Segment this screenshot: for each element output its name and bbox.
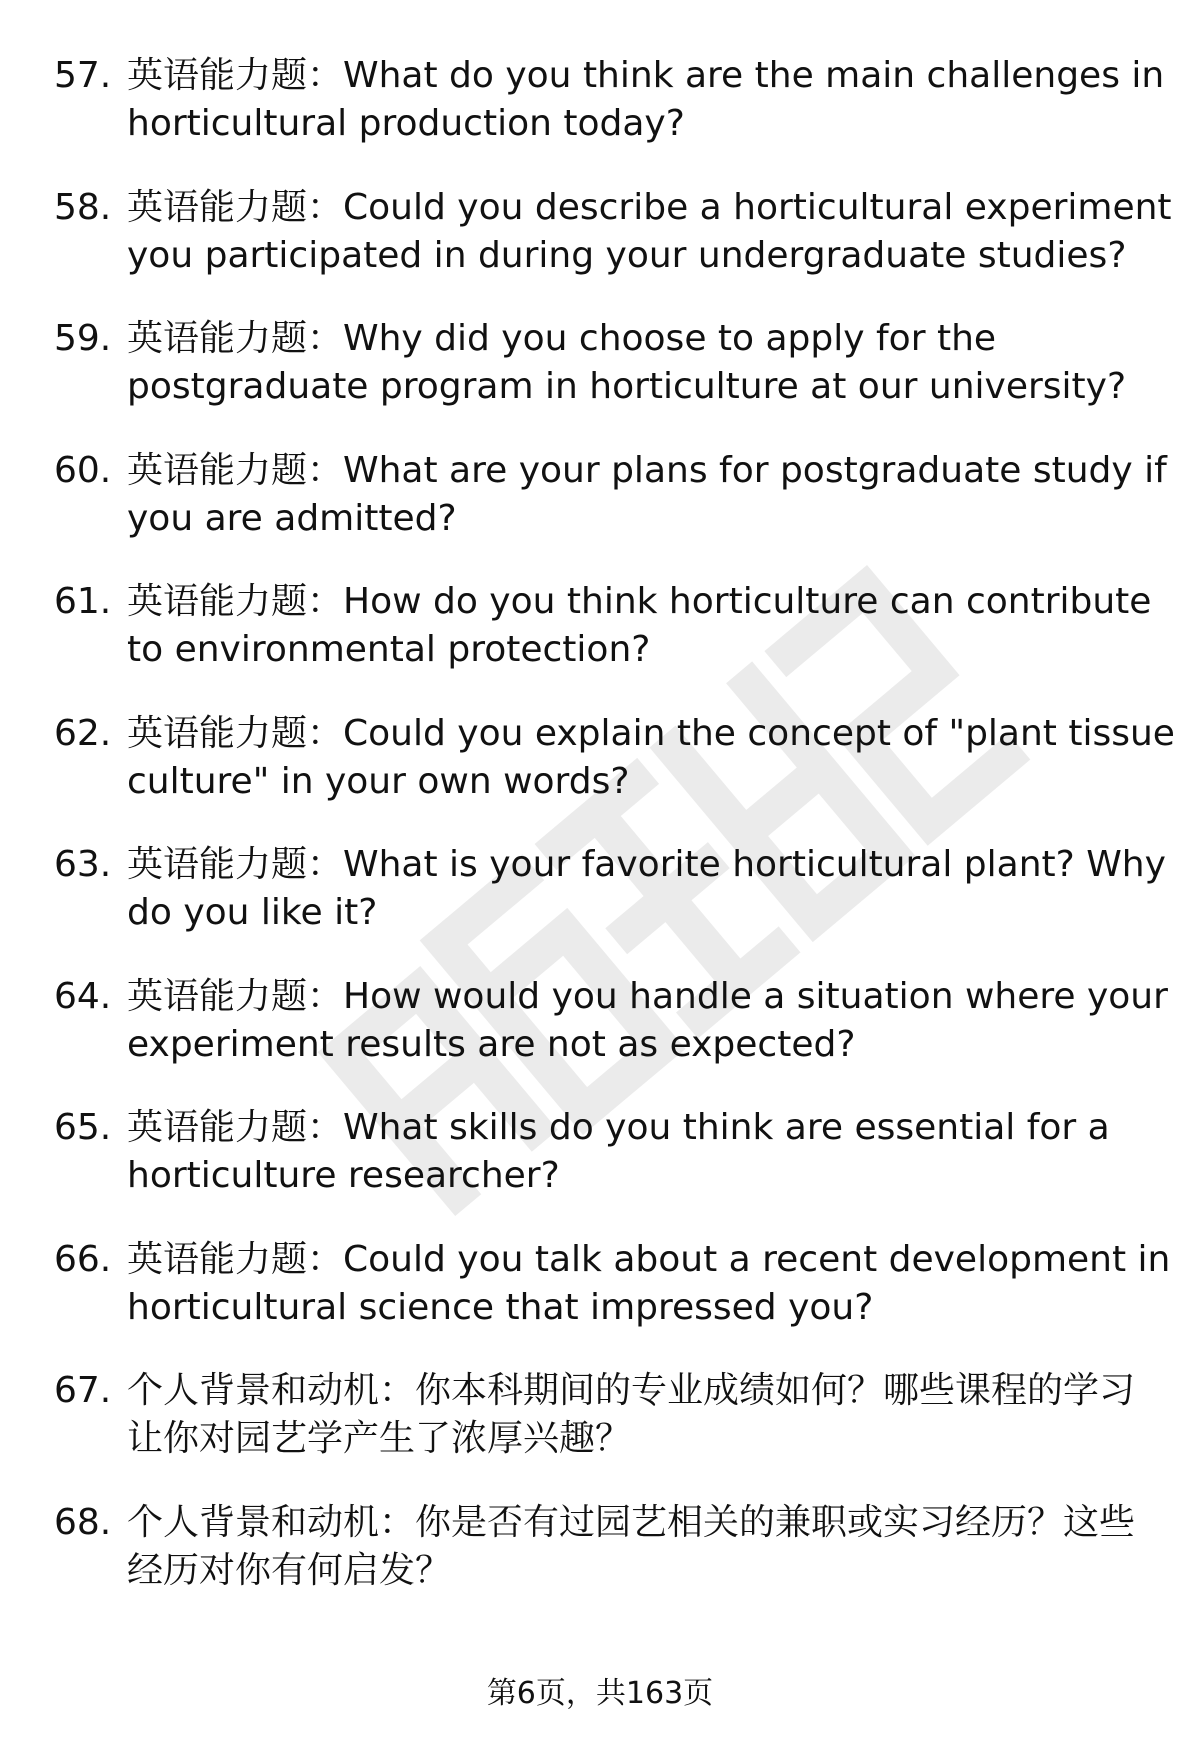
question-number: 57.	[54, 55, 112, 96]
question-text-line: to environmental protection?	[127, 629, 651, 670]
question-text-line: culture" in your own words?	[127, 760, 630, 802]
question-number: 59.	[54, 318, 112, 359]
question-item	[0, 184, 1200, 316]
question-text-line: you are admitted?	[127, 497, 457, 539]
question-number: 58.	[54, 186, 112, 228]
question-number: 60.	[54, 449, 112, 491]
question-text-line: 英语能力题：How would you handle a situation where your	[127, 975, 1168, 1017]
question-text-line: do you like it?	[127, 892, 378, 933]
question-text	[127, 841, 1166, 937]
question-text	[127, 52, 1165, 148]
question-text	[127, 1104, 1147, 1200]
question-item	[0, 52, 1200, 184]
question-number: 65.	[54, 1107, 112, 1148]
question-text-line: 英语能力题：What is your favorite horticultural plant? Why	[127, 844, 1166, 885]
question-text-line: horticultural science that impressed you?	[127, 1286, 874, 1328]
question-number: 66.	[54, 1238, 112, 1280]
question-item	[0, 710, 1200, 842]
question-text-line: 英语能力题：What are your plans for postgraduate study if	[127, 449, 1167, 491]
question-text-line: 经历对你有何启发？	[127, 1549, 452, 1591]
question-item	[0, 973, 1200, 1105]
question-text	[127, 184, 1172, 280]
question-text	[127, 1367, 1147, 1463]
question-text-line: 英语能力题：Why did you choose to apply for the	[127, 318, 997, 359]
question-text-line: 英语能力题：Could you explain the concept of "plant tissue	[127, 712, 1175, 754]
question-number: 64.	[54, 975, 112, 1017]
question-number: 68.	[54, 1501, 112, 1543]
question-item	[0, 578, 1200, 710]
question-list	[0, 52, 1200, 1630]
question-number: 62.	[54, 712, 112, 754]
question-text	[127, 578, 1152, 674]
question-text	[127, 1499, 1147, 1595]
question-item	[0, 1367, 1200, 1499]
question-number: 61.	[54, 581, 112, 622]
question-text-line: 英语能力题：How do you think horticulture can contribute	[127, 581, 1152, 622]
question-text	[127, 315, 1147, 411]
question-item	[0, 1236, 1200, 1368]
question-text-line: experiment results are not as expected?	[127, 1023, 856, 1065]
question-text-line: 英语能力题：What do you think are the main challenges in	[127, 55, 1165, 96]
question-number: 67.	[54, 1370, 112, 1411]
question-number: 63.	[54, 844, 112, 885]
question-text-line: 英语能力题：Could you talk about a recent development in	[127, 1238, 1171, 1280]
question-text-line: 英语能力题：Could you describe a horticultural experiment	[127, 186, 1172, 228]
question-text-line: 让你对园艺学产生了浓厚兴趣？	[127, 1418, 632, 1459]
question-item	[0, 841, 1200, 973]
question-item	[0, 1104, 1200, 1236]
question-text	[127, 973, 1168, 1069]
question-text-line: horticulture researcher?	[127, 1155, 560, 1196]
question-item	[0, 315, 1200, 447]
question-text-line: postgraduate program in horticulture at our university?	[127, 366, 1127, 407]
page-footer: 第6页，共163页	[486, 1676, 714, 1711]
question-item	[0, 1499, 1200, 1631]
question-text-line: 个人背景和动机：你是否有过园艺相关的兼职或实习经历？这些	[127, 1501, 1136, 1543]
question-text-line: 个人背景和动机：你本科期间的专业成绩如何？哪些课程的学习	[127, 1370, 1136, 1411]
question-text	[127, 1236, 1171, 1332]
question-item	[0, 447, 1200, 579]
question-text-line: horticultural production today?	[127, 103, 685, 144]
question-text	[127, 447, 1167, 543]
question-text-line: you participated in during your undergraduate studies?	[127, 234, 1127, 276]
question-text-line: 英语能力题：What skills do you think are essential for a	[127, 1107, 1110, 1148]
question-text	[127, 710, 1175, 806]
